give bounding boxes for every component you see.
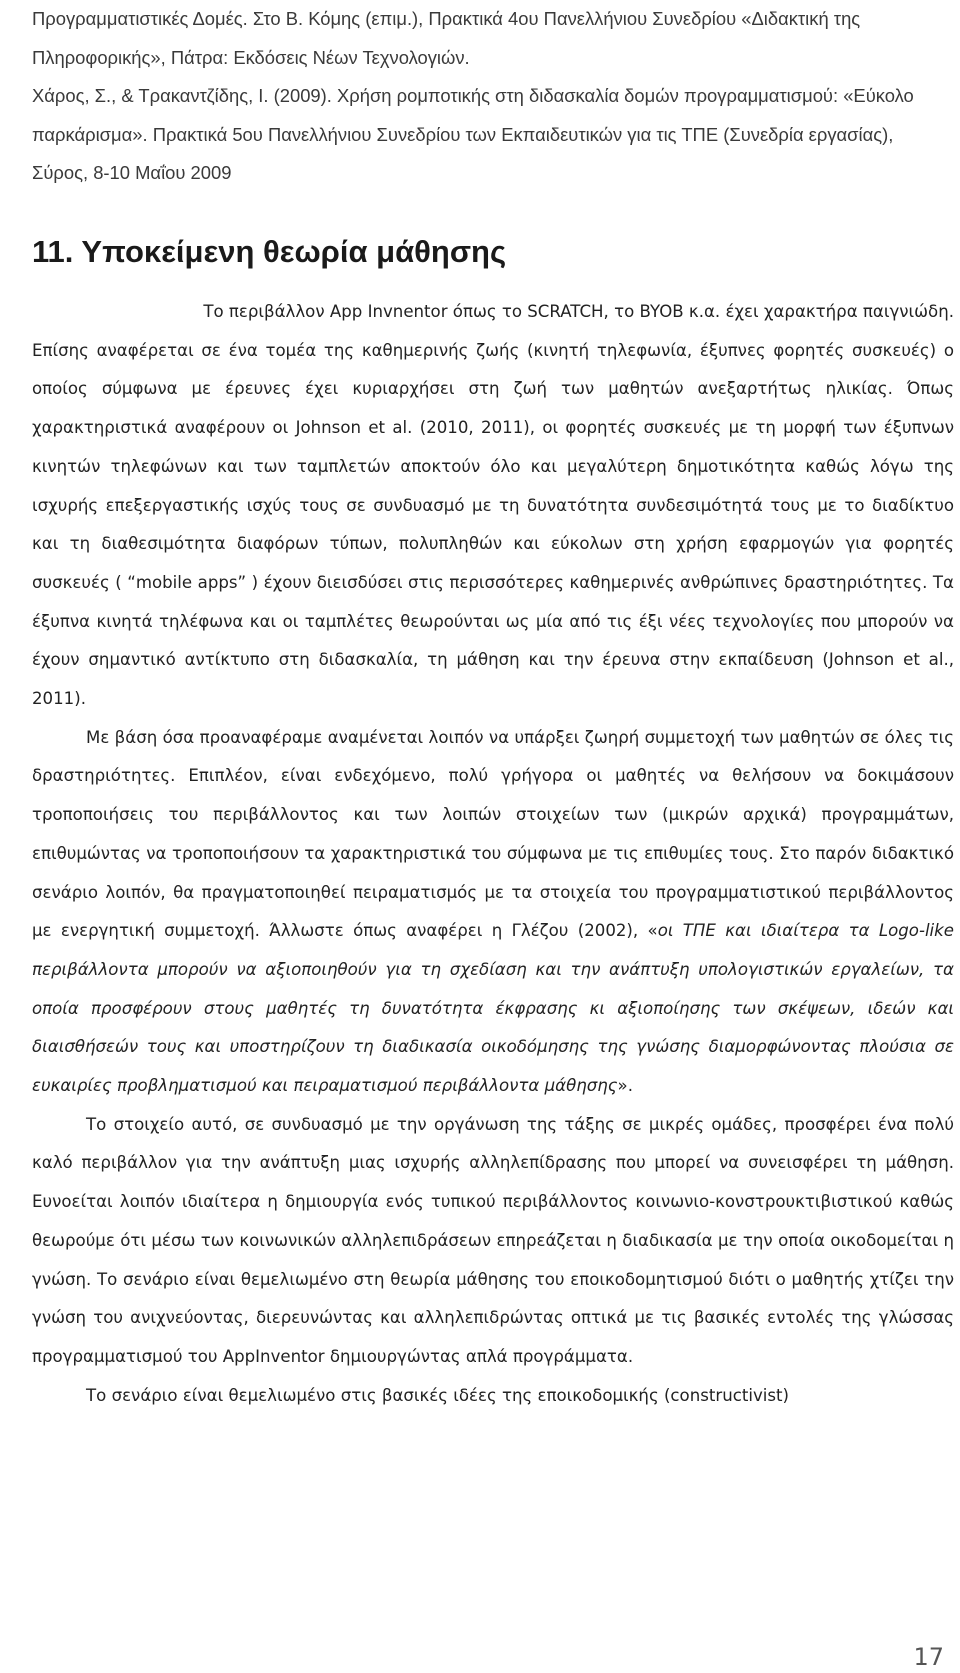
reference-entry: Χάρος, Σ., & Τρακαντζίδης, Ι. (2009). Χρήση ρομποτικής στη διδασκαλία δομών προγραμματισμού: «Εύκολο παρκάρισμα». Πρακτικά 5ου Πανελλήνιου Συνεδρίου των Εκπαιδευτικών για τις ΤΠΕ (Συνεδρία εργασίας), Σύρος, 8-10 Μαΐου 2009 bbox=[32, 85, 914, 183]
body-text bbox=[32, 293, 954, 1415]
reference-entry: Προγραμματιστικές Δομές. Στο Β. Κόμης (επιμ.), Πρακτικά 4ου Πανελλήνιου Συνεδρίου «Διδακτική της Πληροφορικής», Πάτρα: Εκδόσεις Νέων Τεχνολογιών. bbox=[32, 8, 861, 68]
references-section bbox=[32, 0, 954, 193]
paragraph-first-line: Το περιβάλλον App Invnentor όπως το SCRATCH, το BYOB κ.α. έχει χαρακτήρα παιγνιώδη. bbox=[203, 302, 954, 321]
paragraph-text: ». bbox=[617, 1076, 633, 1096]
quotation: οι ΤΠΕ και ιδιαίτερα τα Logo-like περιβάλλοντα μπορούν να αξιοποιηθούν για τη σχεδίαση και την ανάπτυξη υπολογιστικών εργαλείων, τα οποία προσφέρουν στους μαθητές τη δυνατότητα έκφρασης κι αξιοποίησης των σκέψεων, ιδεών και διαισθήσεών τους και υποστηρίζουν τη διαδικασία οικοδόμησης της γνώσης διαμορφώνοντας πλούσια σε ευκαιρίες προβληματισμού και πειραματισμού περιβάλλοντα μάθησης bbox=[32, 921, 954, 1096]
paragraph: Επίσης αναφέρεται σε ένα τομέα της καθημερινής ζωής (κινητή τηλεφωνία, έξυπνες φορητές συσκευές) ο οποίος σύμφωνα με έρευνες έχει κυριαρχήσει στη ζωή των μαθητών ανεξαρτήτως ηλικίας. Όπως χαρακτηριστικά αναφέρουν οι Johnson et al. (2010, 2011), οι φορητές συσκευές με τη μορφή των έξυπνων κινητών τηλεφώνων και των ταμπλετών αποκτούν όλο και μεγαλύτερη δημοτικότητα καθώς λόγω της ισχυρής επεξεργαστικής ισχύς τους σε συνδυασμό με τη δυνατότητα συνδεσιμότητά τους με το διαδίκτυο και τη διαθεσιμότητα διαφόρων τύπων, πολυπληθών και εύκολων στη χρήση εφαρμογών για φορητές συσκευές ( “mobile apps” ) έχουν διεισδύσει στις περισσότερες καθημερινές ανθρώπινες δραστηριότητες. Τα έξυπνα κινητά τηλέφωνα και οι ταμπλέτες θεωρούνται ως μία από τις έξι νέες τεχνολογίες που μπορούν να έχουν σημαντικό αντίκτυπο στη διδασκαλία, τη μάθηση και την έρευνα στην εκπαίδευση (Johnson et al., 2011). bbox=[32, 340, 954, 709]
paragraph: Το σενάριο είναι θεμελιωμένο στις βασικές ιδέες της εποικοδομικής (constructivist) bbox=[86, 1385, 790, 1405]
section-heading: 11. Υποκείμενη θεωρία μάθησης bbox=[32, 234, 507, 269]
paragraph: Το στοιχείο αυτό, σε συνδυασμό με την οργάνωση της τάξης σε μικρές ομάδες, προσφέρει ένα πολύ καλό περιβάλλον για την ανάπτυξη μιας ισχυρής αλληλεπίδρασης που μπορεί να συνεισφέρει τη μάθηση. Ευνοείται λοιπόν ιδιαίτερα η δημιουργία ενός τυπικού περιβάλλοντος κοινωνιο-κονστρουκτιβιστικού καθώς θεωρούμε ότι μέσω των κοινωνικών αλληλεπιδράσεων επηρεάζεται η διαδικασία με την οποία οικοδομείται η γνώση. Το σενάριο είναι θεμελιωμένο στη θεωρία μάθησης του εποικοδομητισμού διότι ο μαθητής χτίζει την γνώση του ανιχνεύοντας, διερευνώντας και αλληλεπιδρώντας οπτικά με τις βασικές εντολές της γλώσσας προγραμματισμού του AppInventor δημιουργώντας απλά προγράμματα. bbox=[32, 1114, 954, 1366]
paragraph-text: Με βάση όσα προαναφέραμε αναμένεται λοιπόν να υπάρξει ζωηρή συμμετοχή των μαθητών σε όλες τις δραστηριότητες. Επιπλέον, είναι ενδεχόμενο, πολύ γρήγορα οι μαθητές να θελήσουν να δοκιμάσουν τροποποιήσεις του περιβάλλοντος και των λοιπών στοιχείων των (μικρών αρχικά) προγραμμάτων, επιθυμώντας να τροποποιήσουν τα χαρακτηριστικά του σύμφωνα με τις επιθυμίες τους. Στο παρόν διδακτικό σενάριο λοιπόν, θα πραγματοποιηθεί πειραματισμός με τα στοιχεία του προγραμματιστικού περιβάλλοντος με ενεργητική συμμετοχή. Άλλωστε όπως αναφέρει η Γλέζου (2002), « bbox=[32, 727, 954, 941]
paragraph bbox=[32, 719, 954, 1106]
page-number: 17 bbox=[913, 1643, 944, 1671]
